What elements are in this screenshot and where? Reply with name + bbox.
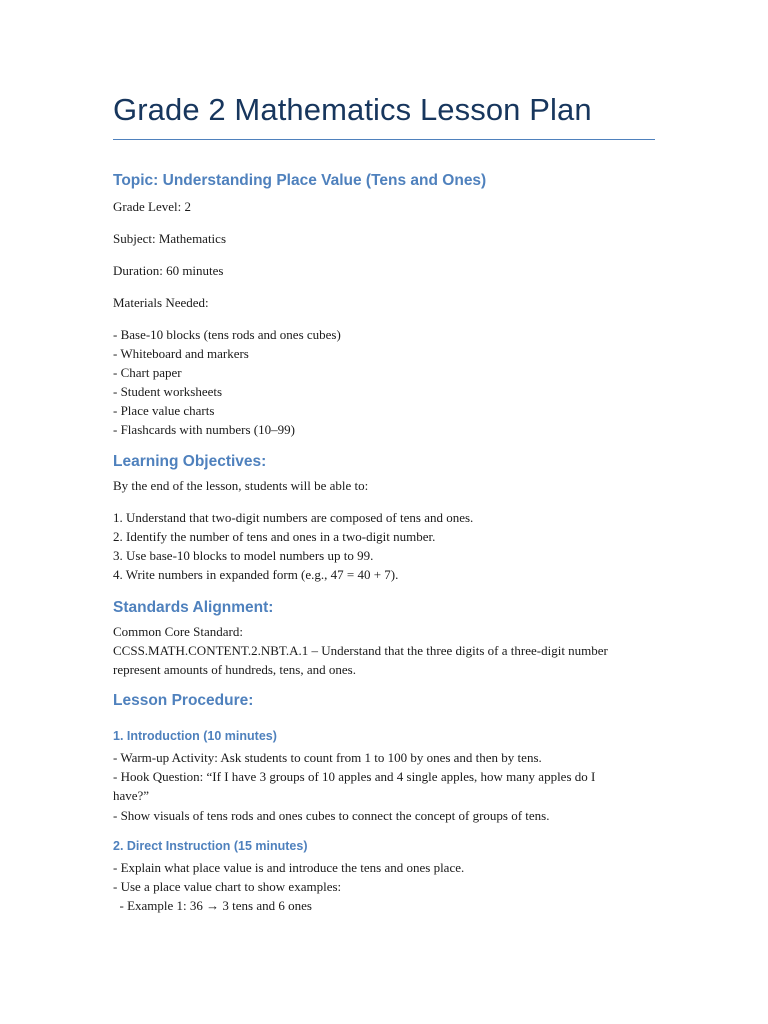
- list-item: - Chart paper: [113, 365, 182, 380]
- topic-heading: Topic: Understanding Place Value (Tens and Ones): [113, 172, 487, 189]
- list-item: 3. Use base-10 blocks to model numbers up to 99.: [113, 548, 374, 563]
- introduction-line: - Warm-up Activity: Ask students to count from 1 to 100 by ones and then by tens.: [113, 750, 542, 765]
- objectives-heading: Learning Objectives:: [113, 453, 267, 470]
- duration-text: Duration: 60 minutes: [113, 263, 224, 278]
- list-item: - Whiteboard and markers: [113, 346, 249, 361]
- introduction-line: - Hook Question: “If I have 3 groups of 10 apples and 4 single apples, how many apples do I: [113, 769, 596, 784]
- list-item: - Flashcards with numbers (10–99): [113, 422, 295, 437]
- document-title: Grade 2 Mathematics Lesson Plan: [113, 92, 592, 127]
- grade-level-text: Grade Level: 2: [113, 199, 191, 214]
- direct-instruction-heading: 2. Direct Instruction (15 minutes): [113, 839, 308, 853]
- introduction-heading: 1. Introduction (10 minutes): [113, 729, 277, 743]
- list-item: - Base-10 blocks (tens rods and ones cubes): [113, 327, 341, 342]
- title-divider: [113, 139, 655, 140]
- standards-line: CCSS.MATH.CONTENT.2.NBT.A.1 – Understand that the three digits of a three-digit number: [113, 643, 608, 658]
- list-item: - Place value charts: [113, 403, 215, 418]
- list-item: 4. Write numbers in expanded form (e.g., 47 = 40 + 7).: [113, 567, 399, 582]
- direct-instruction-line: - Use a place value chart to show examples:: [113, 879, 342, 894]
- materials-label: Materials Needed:: [113, 295, 209, 310]
- objectives-intro: By the end of the lesson, students will be able to:: [113, 478, 369, 493]
- introduction-line: have?”: [113, 788, 150, 803]
- direct-instruction-line: - Example 1: 36 → 3 tens and 6 ones: [113, 898, 312, 913]
- introduction-line: - Show visuals of tens rods and ones cubes to connect the concept of groups of tens.: [113, 808, 550, 823]
- procedure-heading: Lesson Procedure:: [113, 692, 254, 709]
- standards-heading: Standards Alignment:: [113, 599, 274, 616]
- list-item: 1. Understand that two-digit numbers are composed of tens and ones.: [113, 510, 474, 525]
- subject-text: Subject: Mathematics: [113, 231, 227, 246]
- direct-instruction-line: - Explain what place value is and introduce the tens and ones place.: [113, 860, 465, 875]
- list-item: - Student worksheets: [113, 384, 223, 399]
- list-item: 2. Identify the number of tens and ones in a two-digit number.: [113, 529, 436, 544]
- standards-line: Common Core Standard:: [113, 624, 243, 639]
- standards-line: represent amounts of hundreds, tens, and ones.: [113, 662, 356, 677]
